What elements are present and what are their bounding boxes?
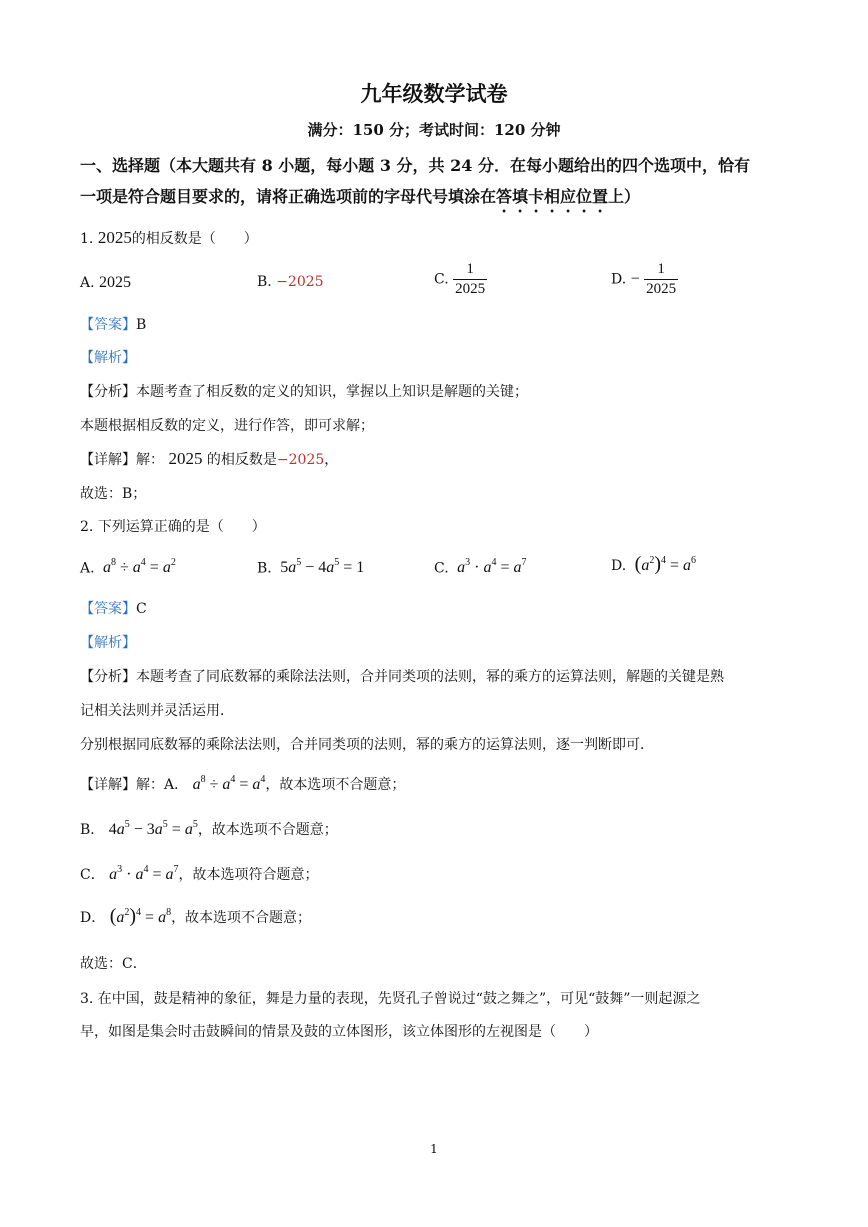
q1-answer: 【答案】B bbox=[80, 317, 147, 333]
q2-detail-d: D． $(a^2)^4 = a^8$，故本选项不合题意； bbox=[80, 905, 312, 927]
page-title: 九年级数学试卷 bbox=[360, 81, 508, 106]
formula: $a^3 \cdot a^4 = a^7$ bbox=[109, 863, 179, 883]
formula: $4a^5 - 3a^5 = a^5$ bbox=[108, 818, 198, 838]
q1-choose: 故选：B； bbox=[80, 486, 147, 502]
q1-method: 本题根据相反数的定义，进行作答，即可求解； bbox=[80, 418, 374, 434]
q3-stem-line2: 早，如图是集会时击鼓瞬间的情景及鼓的立体图形，该立体图形的左视图是（ ） bbox=[80, 1024, 598, 1040]
q2-option-b: B. $5a^5 - 4a^5 = 1$ bbox=[257, 557, 365, 577]
section-heading-line1: 一、选择题（本大题共有 8 小题，每小题 3 分，共 24 分．在每小题给出的四个选项中，恰有 bbox=[80, 156, 750, 175]
formula: $a^8 \div a^4 = a^4$ bbox=[192, 773, 266, 793]
q3-stem-line1: 3. 在中国，鼓是精神的象征，舞是力量的表现，先贤孔子曾说过“鼓之舞之”，可见“鼓舞”一则起源之 bbox=[80, 991, 701, 1007]
q1-detail: 【详解】解： 2025 的相反数是−2025， bbox=[80, 449, 339, 468]
q2-analysis-tag: 【解析】 bbox=[80, 635, 136, 651]
formula: $a^8 \div a^4 = a^2$ bbox=[103, 557, 176, 577]
formula: $(a^2)^4 = a^6$ bbox=[634, 553, 697, 575]
q1-analysis-tag: 【解析】 bbox=[80, 350, 136, 366]
page-number: 1 bbox=[430, 1142, 438, 1156]
formula: $a^3 \cdot a^4 = a^7$ bbox=[457, 557, 527, 577]
q1-fenxi: 【分析】本题考查了相反数的定义的知识，掌握以上知识是解题的关键； bbox=[80, 384, 528, 400]
q1-option-a: A. 2025 bbox=[80, 274, 132, 291]
q2-option-c: C. $a^3 \cdot a^4 = a^7$ bbox=[434, 557, 527, 577]
fraction: $\frac{1}{2025}$ bbox=[646, 261, 677, 297]
q2-method: 分别根据同底数幂的乘除法法则，合并同类项的法则，幂的乘方的运算法则，逐一判断即可． bbox=[80, 737, 654, 753]
q2-fenxi-line1: 【分析】本题考查了同底数幂的乘除法法则，合并同类项的法则，幂的乘方的运算法则，解题的关键是熟 bbox=[80, 669, 724, 685]
formula: $5a^5 - 4a^5 = 1$ bbox=[276, 557, 365, 577]
section-heading-line2: 一项是符合题目要求的，请将正确选项前的字母代号填涂在答填卡相应位置上） bbox=[80, 187, 641, 206]
q2-detail-c: C． $a^3 \cdot a^4 = a^7$，故本选项符合题意； bbox=[80, 863, 319, 883]
exam-info: 满分：150 分；考试时间：120 分钟 bbox=[307, 121, 561, 139]
formula: $(a^2)^4 = a^8$ bbox=[109, 905, 172, 927]
q2-detail-b: B． $4a^5 - 3a^5 = a^5$，故本选项不合题意； bbox=[80, 818, 338, 838]
q2-choose: 故选：C． bbox=[80, 956, 147, 972]
q2-answer: 【答案】C bbox=[80, 601, 147, 617]
q2-detail-a: 【详解】解：A． $a^8 \div a^4 = a^4$，故本选项不合题意； bbox=[80, 773, 406, 793]
q2-fenxi-line2: 记相关法则并灵活运用． bbox=[80, 703, 234, 719]
q2-stem: 2. 下列运算正确的是（ ） bbox=[80, 519, 266, 535]
q1-option-b: B. −2025 bbox=[257, 274, 324, 290]
emphasis-text: 答填卡相应位置 bbox=[496, 187, 609, 206]
fraction: $\frac{1}{2025}$ bbox=[455, 261, 486, 297]
q1-option-c: C. $\frac{1}{2025}$ bbox=[434, 261, 486, 297]
q1-option-d: D. − $\frac{1}{2025}$ bbox=[611, 261, 677, 297]
q1-stem: 1. 2025的相反数是（ ） bbox=[80, 228, 258, 247]
q2-option-a: A. $a^8 \div a^4 = a^2$ bbox=[80, 557, 176, 577]
q2-option-d: D. $(a^2)^4 = a^6$ bbox=[611, 553, 697, 575]
